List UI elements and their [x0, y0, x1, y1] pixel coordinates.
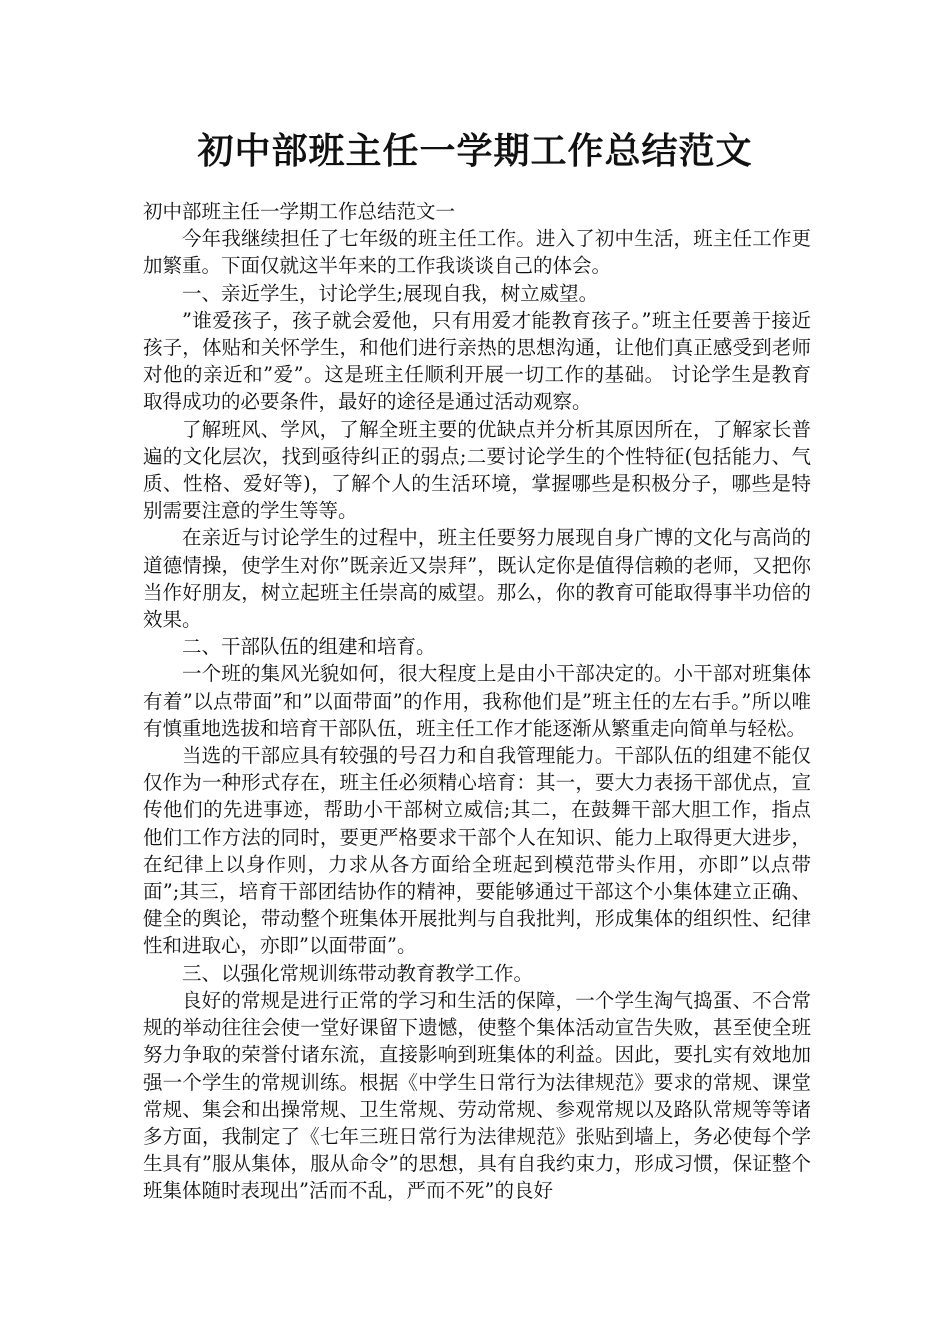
document-body	[143, 198, 811, 1205]
paragraph: 今年我继续担任了七年级的班主任工作。进入了初中生活，班主任工作更加繁重。下面仅就这半年来的工作我谈谈自己的体会。	[143, 227, 811, 278]
section-heading: 三、以强化常规训练带动教育教学工作。	[182, 961, 534, 985]
paragraph: 了解班风、学风，了解全班主要的优缺点并分析其原因所在，了解家长普遍的文化层次，找到亟待纠正的弱点;二要讨论学生的个性特征(包括能力、气质、性格、爱好等)，了解个人的生活环境，掌握哪些是积极分子，哪些是特别需要注意的学生等等。	[143, 417, 811, 523]
document-subtitle: 初中部班主任一学期工作总结范文一	[143, 200, 456, 223]
paragraph: 一个班的集风光貌如何，很大程度上是由小干部决定的。小干部对班集体有着”以点带面”和”以面带面”的作用，我称他们是”班主任的左右手。”所以唯有慎重地选拔和培育干部队伍，班主任工作才能逐渐从繁重走向简单与轻松。	[143, 662, 811, 740]
section-heading: 二、干部队伍的组建和培育。	[182, 635, 436, 659]
document-title: 初中部班主任一学期工作总结范文	[197, 131, 753, 172]
paragraph: 当选的干部应具有较强的号召力和自我管理能力。干部队伍的组建不能仅仅作为一种形式存在，班主任必须精心培育：其一，要大力表扬干部优点，宣传他们的先进事迹，帮助小干部树立威信;其二，在鼓舞干部大胆工作，指点他们工作方法的同时，要更严格要求干部个人在知识、能力上取得更大进步，在纪律上以身作则，力求从各方面给全班起到模范带头作用，亦即”以点带面”;其三，培育干部团结协作的精神，要能够通过干部这个小集体建立正确、健全的舆论，带动整个班集体开展批判与自我批判，形成集体的组织性、纪律性和进取心，亦即”以面带面”。	[143, 744, 811, 958]
paragraph: 在亲近与讨论学生的过程中，班主任要努力展现自身广博的文化与高尚的道德情操，使学生对你”既亲近又崇拜”，既认定你是值得信赖的老师，又把你当作好朋友，树立起班主任崇高的威望。那么，你的教育可能取得事半功倍的效果。	[143, 526, 811, 632]
paragraph: 良好的常规是进行正常的学习和生活的保障，一个学生淘气捣蛋、不合常规的举动往往会使一堂好课留下遗憾，使整个集体活动宣告失败，甚至使全班努力争取的荣誉付诸东流，直接影响到班集体的利益。因此，要扎实有效地加强一个学生的常规训练。根据《中学生日常行为法律规范》要求的常规、课堂常规、集会和出操常规、卫生常规、劳动常规、参观常规以及路队常规等等诸多方面，我制定了《七年三班日常行为法律规范》张贴到墙上，务必使每个学生具有”服从集体，服从命令”的思想，具有自我约束力，形成习惯，保证整个班集体随时表现出”活而不乱，严而不死”的良好	[143, 988, 811, 1203]
section-heading: 一、亲近学生，讨论学生;展现自我，树立威望。	[182, 281, 599, 305]
paragraph: ”谁爱孩子，孩子就会爱他，只有用爱才能教育孩子。”班主任要善于接近孩子，体贴和关怀学生，和他们进行亲热的思想沟通，让他们真正感受到老师对他的亲近和”爱”。这是班主任顺利开展一切工作的基础。 讨论学生是教育取得成功的必要条件，最好的途径是通过活动观察。	[143, 308, 811, 414]
